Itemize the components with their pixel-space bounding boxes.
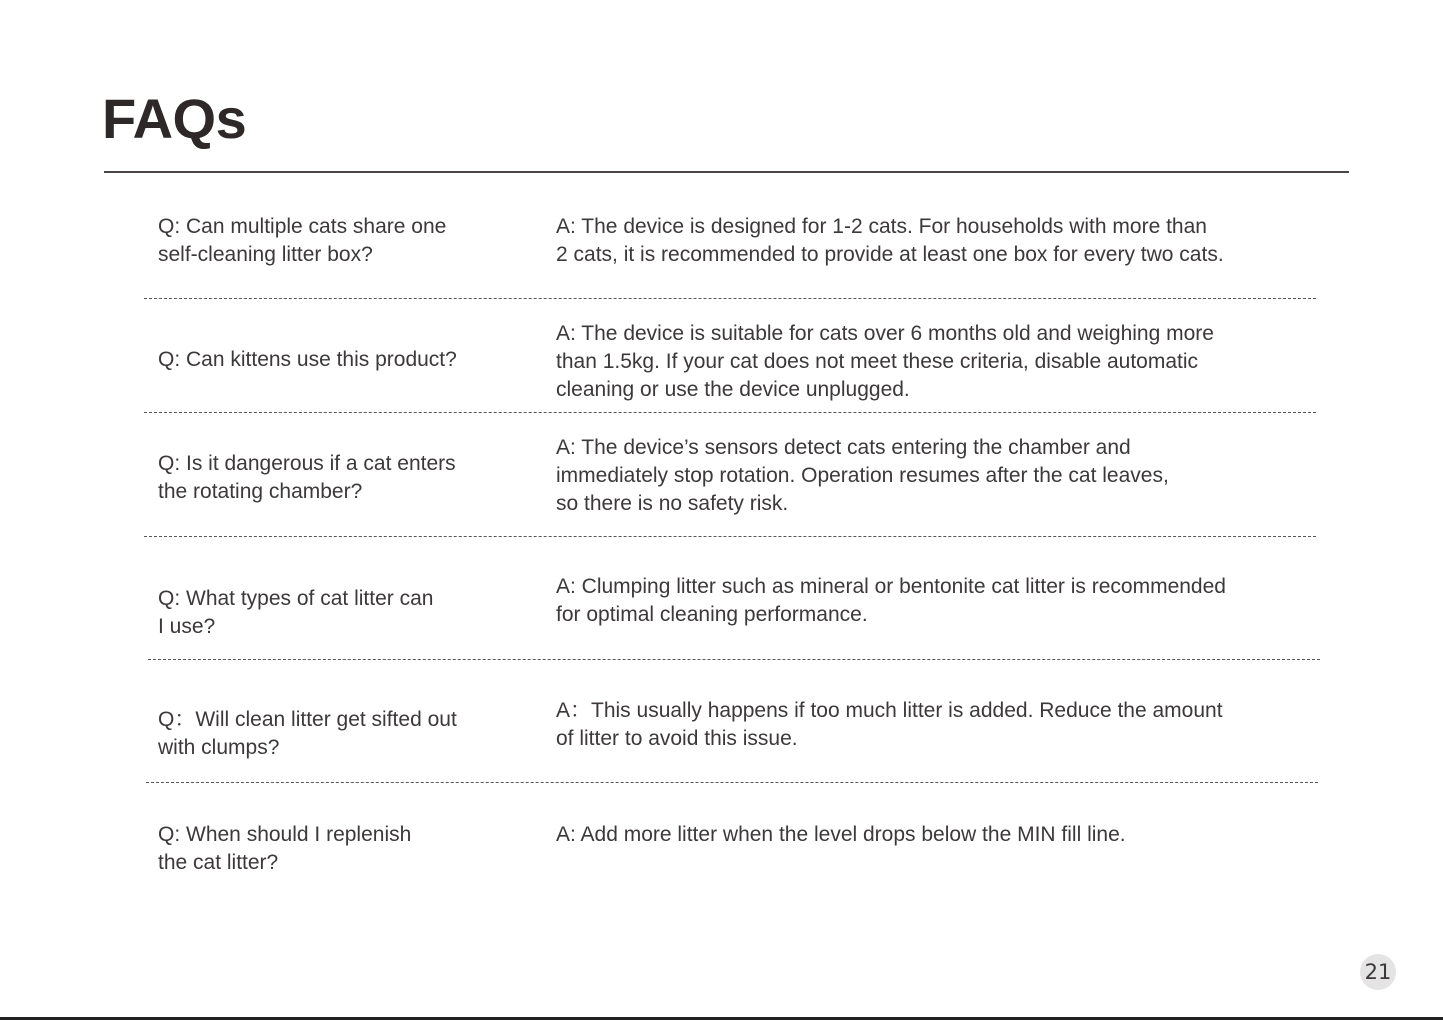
faq-divider (144, 536, 1316, 537)
faq-answer-2: A: The device is suitable for cats over 6 months old and weighing more than 1.5kg. If your cat does not meet these criteria, disable automatic cleaning or use the device unplugged. (556, 322, 1214, 401)
faq-divider (144, 412, 1316, 413)
page-title: FAQs (102, 87, 247, 150)
faq-question-5: Q：Will clean litter get sifted out with clumps? (158, 708, 457, 759)
faq-question-2: Q: Can kittens use this product? (158, 348, 457, 371)
faq-divider (146, 782, 1318, 783)
faq-question-1: Q: Can multiple cats share one self-cleaning litter box? (158, 215, 447, 266)
faq-divider (144, 298, 1316, 299)
faq-answer-5: A：This usually happens if too much litter is added. Reduce the amount of litter to avoid this issue. (556, 699, 1223, 750)
faq-divider (148, 659, 1320, 660)
faq-question-6: Q: When should I replenish the cat litter? (158, 823, 412, 874)
faq-answer-4: A: Clumping litter such as mineral or bentonite cat litter is recommended for optimal cleaning performance. (556, 575, 1226, 626)
faq-question-3: Q: Is it dangerous if a cat enters the rotating chamber? (158, 452, 456, 503)
faq-answer-3: A: The device’s sensors detect cats entering the chamber and immediately stop rotation. Operation resumes after the cat leaves, so there is no safety risk. (556, 436, 1169, 515)
bottom-border (0, 1017, 1443, 1020)
faq-answer-6: A: Add more litter when the level drops below the MIN fill line. (556, 823, 1126, 846)
faq-answer-1: A: The device is designed for 1-2 cats. For households with more than 2 cats, it is recommended to provide at least one box for every two cats. (556, 215, 1224, 266)
title-divider (104, 171, 1349, 173)
page-number: 21 (1360, 954, 1396, 990)
faq-question-4: Q: What types of cat litter can I use? (158, 587, 434, 638)
